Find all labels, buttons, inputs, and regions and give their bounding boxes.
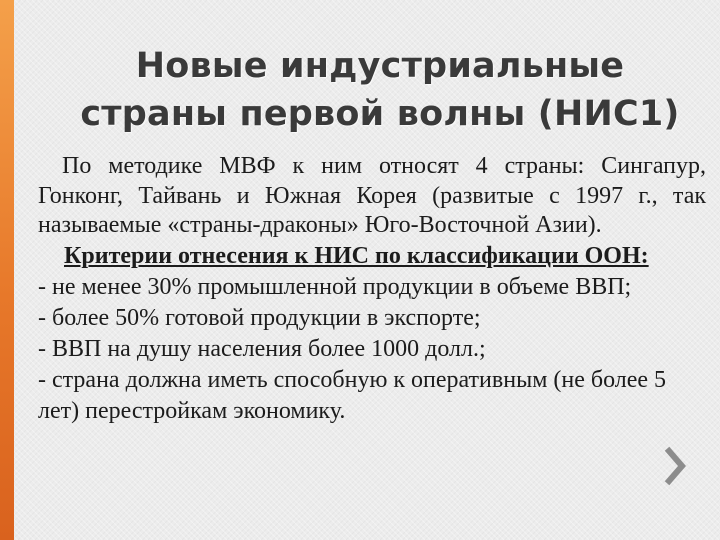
title-line-1: Новые индустриальные <box>135 46 625 86</box>
criteria-item: - ВВП на душу населения более 1000 долл.; <box>38 335 486 362</box>
intro-paragraph: По методике МВФ к ним относят 4 страны: Сингапур, Гонконг, Тайвань и Южная Корея (развитые с 1997 г., так называемые «страны-драконы» Юго-Восточной Азии). <box>38 153 706 238</box>
criteria-item: - более 50% готовой продукции в экспорте; <box>38 304 481 331</box>
slide-body <box>38 152 706 427</box>
accent-bar <box>0 0 14 540</box>
title-line-2: страны первой волны (НИС1) <box>80 94 680 134</box>
criteria-heading: Критерии отнесения к НИС по классификации ООН: <box>64 242 649 269</box>
chevron-right-icon <box>663 446 689 486</box>
slide-title <box>60 42 700 138</box>
criteria-item: - не менее 30% промышленной продукции в объеме ВВП; <box>38 273 632 300</box>
criteria-item: - страна должна иметь способную к оперативным (не более 5 лет) перестройкам экономику. <box>38 366 667 424</box>
next-slide-button[interactable] <box>663 446 689 486</box>
